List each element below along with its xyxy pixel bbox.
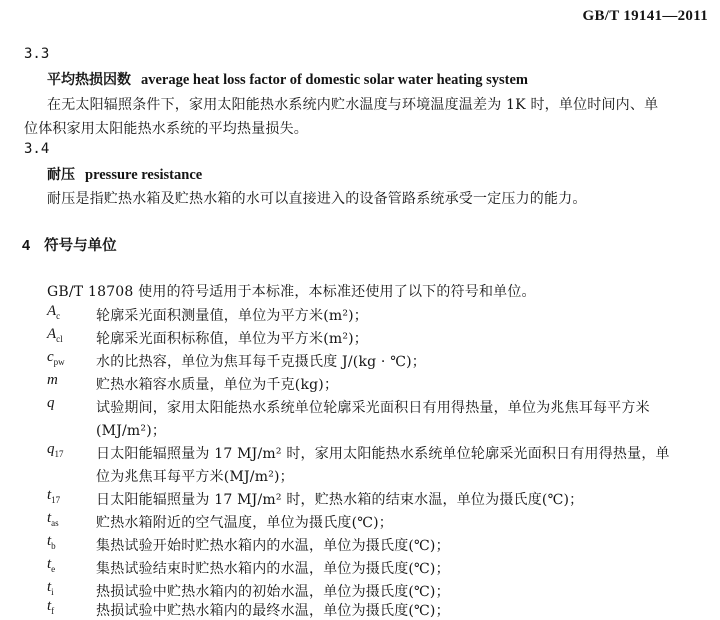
term-en: pressure resistance [85, 167, 203, 183]
symbol: $A_{cl}$ [47, 326, 63, 344]
symbol: $t_i$ [47, 579, 54, 597]
symbol: $c_{pw}$ [47, 349, 65, 367]
symbol-definition-cont: 位为兆焦耳每平方米(MJ/m²)； [96, 469, 294, 485]
symbol-definition: 试验期间，家用太阳能热水系统单位轮廓采光面积日有用得热量，单位为兆焦耳每平方米 [96, 400, 650, 416]
term-zh: 平均热损因数 [47, 72, 131, 88]
section-intro: GB/T 18708 使用的符号适用于本标准，本标准还使用了以下的符号和单位。 [47, 284, 536, 300]
symbol-definition: 集热试验开始时贮热水箱内的水温，单位为摄氏度(℃)； [96, 538, 450, 554]
clause-number-3-3: 3.3 [24, 46, 50, 62]
standard-code: GB/T 19141—2011 [582, 8, 708, 24]
symbol-definition: 热损试验中贮热水箱内的初始水温，单位为摄氏度(℃)； [96, 584, 450, 600]
definition-line: 在无太阳辐照条件下，家用太阳能热水系统内贮水温度与环境温度温差为 1K 时，单位时间内、单 [47, 97, 659, 113]
symbol: q [47, 395, 55, 411]
symbol-definition: 热损试验中贮热水箱内的最终水温，单位为摄氏度(℃)； [96, 603, 450, 619]
symbol-definition: 集热试验结束时贮热水箱内的水温，单位为摄氏度(℃)； [96, 561, 450, 577]
symbol-definition: 日太阳能辐照量为 17 MJ/m² 时，贮热水箱的结束水温，单位为摄氏度(℃)； [96, 492, 584, 508]
definition-line: 耐压是指贮热水箱及贮热水箱的水可以直接进入的设备管路系统承受一定压力的能力。 [47, 191, 587, 207]
symbol: $t_{17}$ [47, 487, 61, 505]
symbol-definition: 贮热水箱附近的空气温度，单位为摄氏度(℃)； [96, 515, 393, 531]
symbol: $q_{17}$ [47, 441, 64, 459]
term-en: average heat loss factor of domestic solar water heating system [141, 72, 528, 88]
symbol-definition: 水的比热容，单位为焦耳每千克摄氏度 J/(kg · ℃)； [96, 354, 426, 370]
symbol-definition: 轮廓采光面积测量值，单位为平方米(m²)； [96, 308, 369, 324]
symbol-definition: 日太阳能辐照量为 17 MJ/m² 时，家用太阳能热水系统单位轮廓采光面积日有用得热量，单 [96, 446, 670, 462]
symbol-definition-cont: (MJ/m²)； [96, 423, 167, 439]
section-number: 4 [22, 238, 31, 254]
term-3-4 [47, 164, 202, 184]
symbol: m [47, 372, 58, 388]
definition-line: 位体积家用太阳能热水系统的平均热量损失。 [24, 121, 308, 137]
symbol: $t_{as}$ [47, 510, 59, 528]
clause-number-3-4: 3.4 [24, 141, 50, 157]
symbol-definition: 轮廓采光面积标称值，单位为平方米(m²)； [96, 331, 369, 347]
term-3-3 [47, 69, 528, 89]
symbol-definition: 贮热水箱容水质量，单位为千克(kg)； [96, 377, 339, 393]
symbol: $A_c$ [47, 303, 61, 321]
symbol: $t_e$ [47, 556, 56, 574]
section-title: 符号与单位 [44, 238, 117, 254]
term-zh: 耐压 [47, 167, 75, 183]
section-heading-4 [22, 234, 117, 255]
symbol: $t_b$ [47, 533, 56, 551]
symbol: $t_f$ [47, 598, 55, 616]
